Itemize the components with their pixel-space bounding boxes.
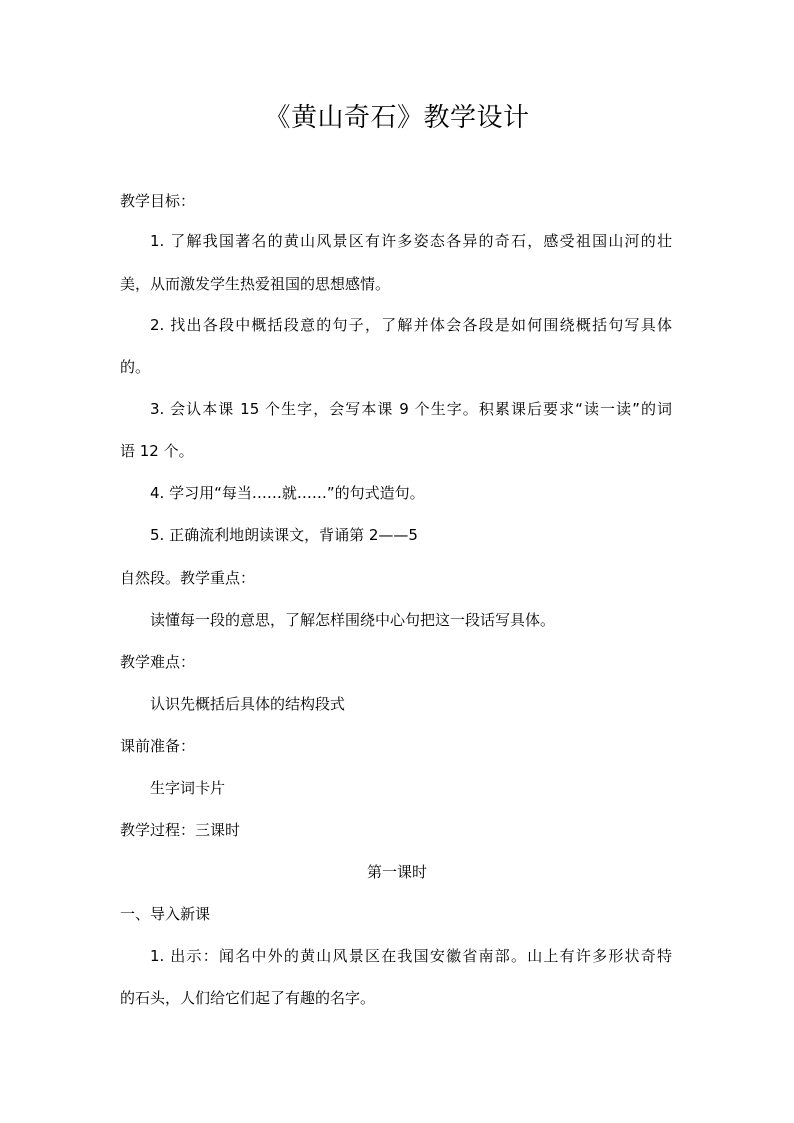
lesson-title: 第一课时 bbox=[366, 863, 427, 881]
preparation-heading: 课前准备： bbox=[120, 737, 196, 755]
objective-1-line-2: 美，从而激发学生热爱祖国的思想感情。 bbox=[120, 275, 391, 293]
objective-4-line-1: 4. 学习用“每当……就……”的句式造句。 bbox=[150, 484, 425, 502]
section-one-item-line-1: 1. 出示：闻名中外的黄山风景区在我国安徽省南部。山上有许多形状奇特 bbox=[150, 947, 672, 965]
objective-3-line-1: 3. 会认本课 15 个生字，会写本课 9 个生字。积累课后要求“读一读”的词 bbox=[150, 400, 672, 418]
objectives-heading: 教学目标： bbox=[120, 192, 196, 210]
objective-1-line-1: 1. 了解我国著名的黄山风景区有许多姿态各异的奇石，感受祖国山河的壮 bbox=[150, 232, 672, 250]
preparation-text: 生字词卡片 bbox=[150, 779, 226, 797]
process-heading: 教学过程：三课时 bbox=[120, 821, 241, 839]
objective-5-line-1: 5. 正确流利地朗读课文，背诵第 2——5 bbox=[150, 526, 418, 544]
key-point-text: 读懂每一段的意思，了解怎样围绕中心句把这一段话写具体。 bbox=[150, 611, 556, 629]
objective-2-line-2: 的。 bbox=[120, 358, 151, 376]
document-title: 《黄山奇石》教学设计 bbox=[264, 103, 530, 133]
section-one-item-line-2: 的石头，人们给它们起了有趣的名字。 bbox=[120, 989, 376, 1007]
difficulty-heading: 教学难点： bbox=[120, 653, 196, 671]
difficulty-text: 认识先概括后具体的结构段式 bbox=[150, 695, 346, 713]
objective-2-line-1: 2. 找出各段中概括段意的句子，了解并体会各段是如何围绕概括句写具体 bbox=[150, 316, 672, 334]
objective-3-line-2: 语 12 个。 bbox=[120, 442, 194, 460]
objective-5-line-2: 自然段。教学重点： bbox=[120, 569, 256, 587]
section-one-heading: 一、导入新课 bbox=[120, 905, 211, 923]
